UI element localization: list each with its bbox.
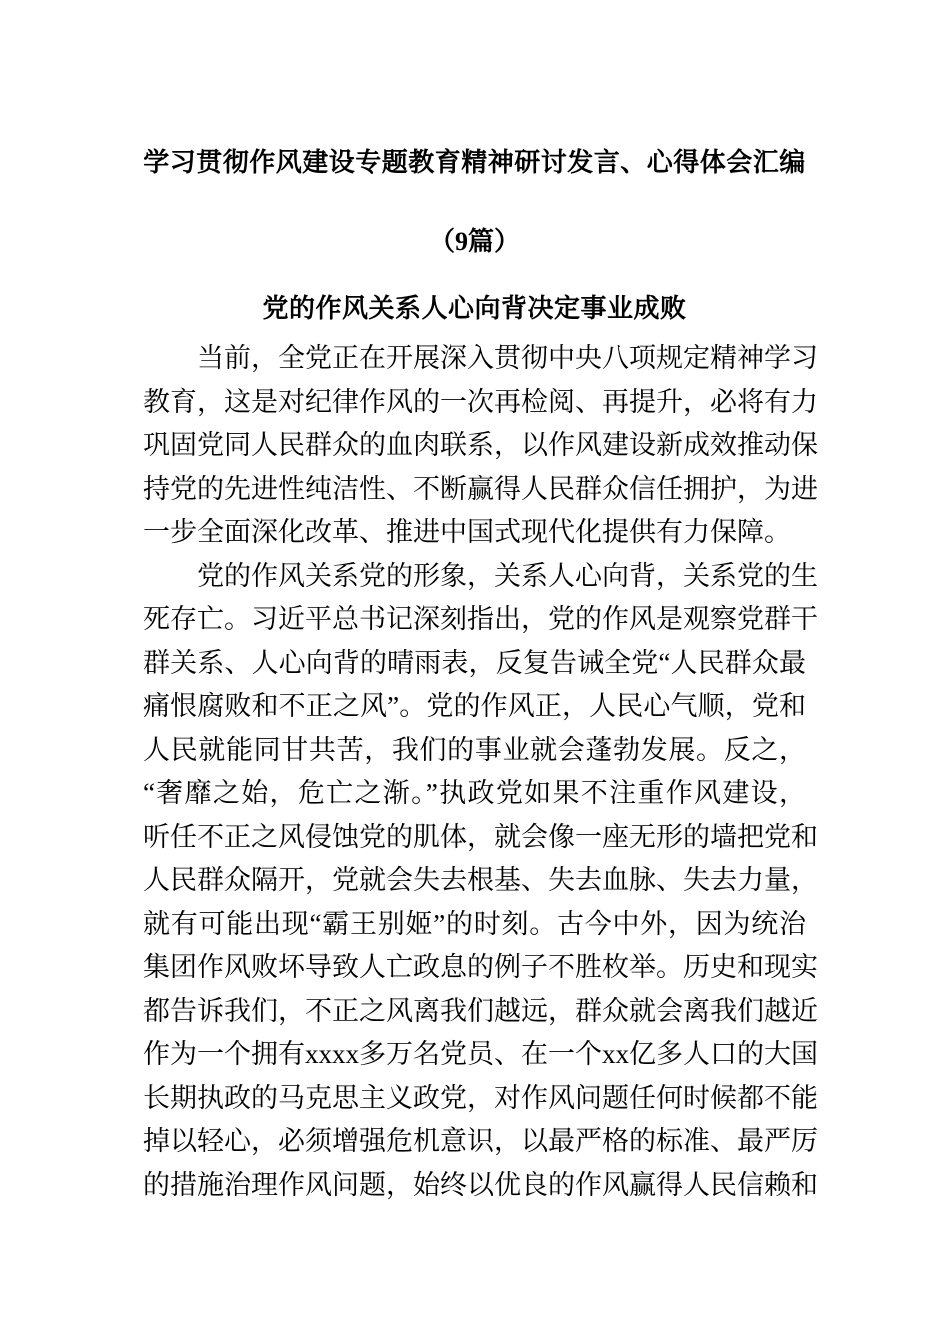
document-title: 学习贯彻作风建设专题教育精神研讨发言、心得体会汇编 bbox=[143, 148, 806, 177]
section-heading: 党的作风关系人心向背决定事业成败 bbox=[262, 294, 687, 323]
body-line: “奢靡之始，危亡之渐。”执政党如果不注重作风建设， bbox=[143, 778, 806, 808]
body-line: 长期执政的马克思主义政党，对作风问题任何时候都不能 bbox=[143, 1082, 818, 1113]
body-line: 群关系、人心向背的晴雨表，反复告诫全党“人民群众最 bbox=[143, 647, 806, 678]
body-line: 死存亡。习近平总书记深刻指出，党的作风是观察党群干 bbox=[143, 604, 818, 634]
body-line: 党的作风关系党的形象，关系人心向背，关系党的生 bbox=[197, 560, 818, 591]
body-line: 听任不正之风侵蚀党的肌体，就会像一座无形的墙把党和 bbox=[143, 821, 818, 852]
body-line: 痛恨腐败和不正之风”。党的作风正，人民心气顺，党和 bbox=[143, 691, 806, 721]
body-line: 掉以轻心，必须增强危机意识，以最严格的标准、最严厉 bbox=[143, 1126, 818, 1156]
body-line: 集团作风败坏导致人亡政息的例子不胜枚举。历史和现实 bbox=[143, 952, 818, 982]
body-line: 一步全面深化改革、推进中国式现代化提供有力保障。 bbox=[143, 517, 791, 547]
body-line: 人民群众隔开，党就会失去根基、失去血脉、失去力量， bbox=[143, 865, 818, 895]
body-line: 教育，这是对纪律作风的一次再检阅、再提升，必将有力 bbox=[143, 386, 818, 417]
body-text bbox=[143, 337, 818, 1207]
body-line: 的措施治理作风问题，始终以优良的作风赢得人民信赖和 bbox=[143, 1169, 818, 1200]
body-line: 当前，全党正在开展深入贯彻中央八项规定精神学习 bbox=[197, 343, 818, 373]
body-line: 都告诉我们，不正之风离我们越远，群众就会离我们越近 bbox=[143, 995, 818, 1026]
body-line: 就有可能出现“霸王别姬”的时刻。古今中外，因为统治 bbox=[143, 908, 806, 939]
body-line: 作为一个拥有xxxx多万名党员、在一个xx亿多人口的大国 bbox=[143, 1039, 818, 1069]
body-line: 人民就能同甘共苦，我们的事业就会蓬勃发展。反之， bbox=[143, 734, 806, 765]
body-line: 持党的先进性纯洁性、不断赢得人民群众信任拥护，为进 bbox=[143, 473, 818, 504]
document-subtitle: （9篇） bbox=[428, 227, 520, 256]
body-line: 巩固党同人民群众的血肉联系，以作风建设新成效推动保 bbox=[143, 430, 818, 460]
